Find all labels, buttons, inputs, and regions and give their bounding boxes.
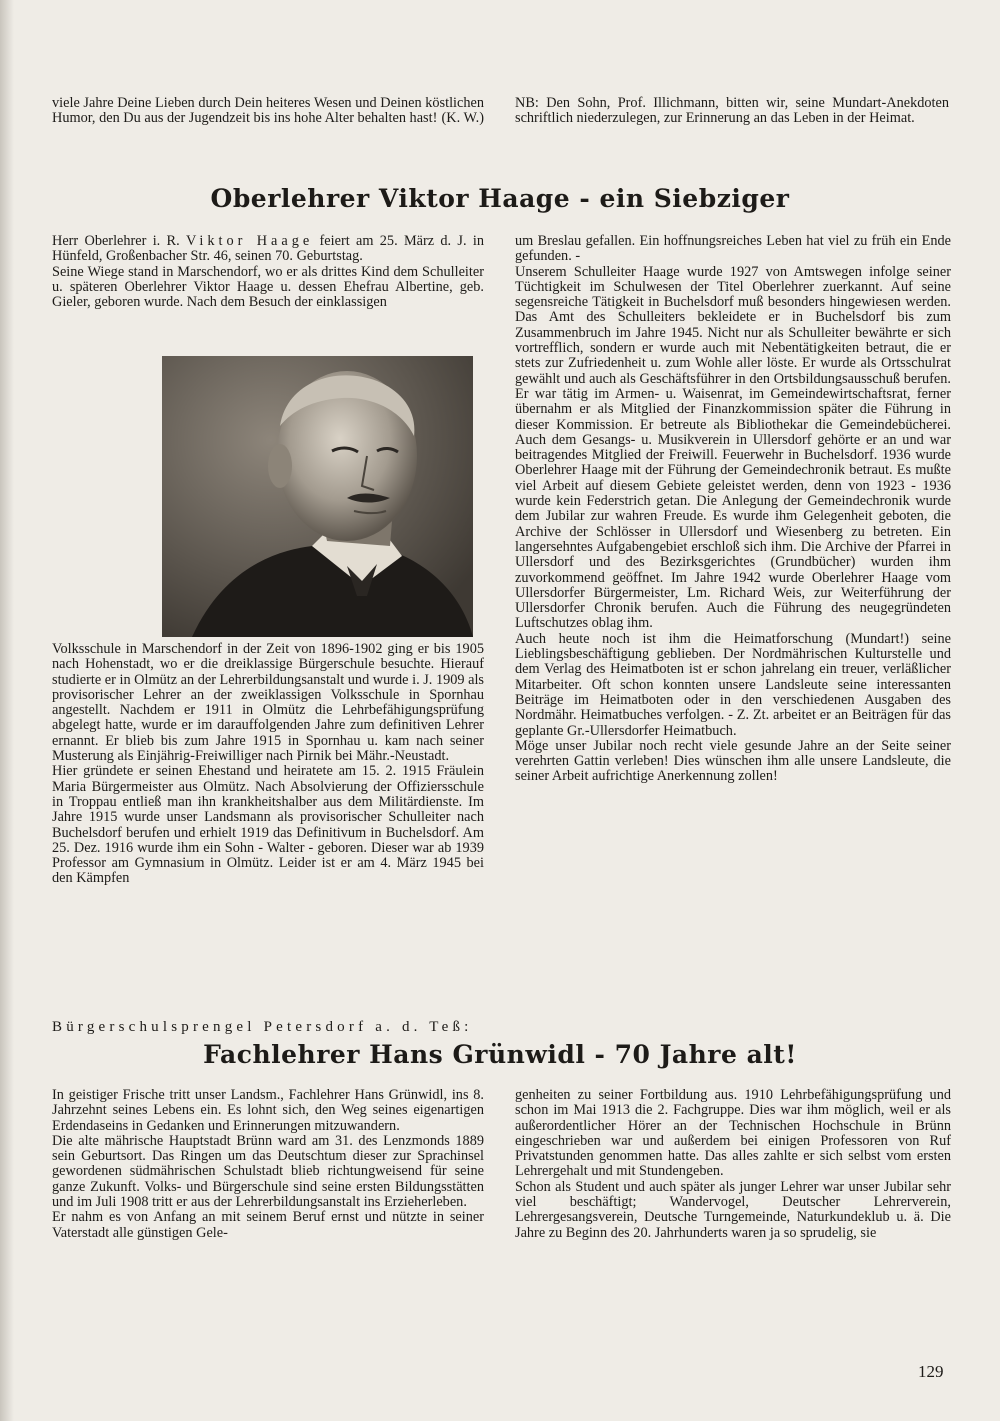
- article1-right-column: [515, 234, 951, 785]
- page-number: 129: [918, 1362, 944, 1381]
- top-left-text: viele Jahre Deine Lieben durch Dein heiteres Wesen und Deinen köstlichen Humor, den Du aus der Jugendzeit bis ins hohe Alter behalten hast!: [52, 95, 484, 127]
- top-right-paragraph: [515, 96, 949, 127]
- article1-right-p2: Unserem Schulleiter Haage wurde 1927 von Amtswegen infolge seiner Tüchtigkeit im Schulwesen der Titel Oberlehrer zuerkannt. Auf seine segensreiche Tätigkeit in Buchelsdorf muß besonders hingewiesen werden. Das Amt des Schulleiters bekleidete er in Buchelsdorf bis zum Zusammenbruch im Jahre 1945. Nicht nur als Schulleiter bewährte er sich vortrefflich, sondern er wurde auch mit Nebentätigkeiten betraut, die er stets zur Zufriedenheit u. zum Wohle aller löste. Er wurde als Ortsschulrat gewählt und auch als Geschäftsführer in den Ortsbildungsausschuß berufen. Er war tätig im Armen- u. Waisenrat, im Gemeindewirtschaftsrat, ferner übernahm er als Mitglied der Finanzkommission später die Führung in dieser Kommission. Er betreute als Bibliothekar die Gemeindebücherei. Auch dem Gesangs- u. Musikverein in Ullersdorf gehörte er an und war beitragendes Mitglied der Freiwill. Feuerwehr in Buchelsdorf. 1936 wurde Oberlehrer Haage mit der Führung der Gemeindechronik betraut. Es mußte viel Arbeit auf diesem Gebiete geleistet werden, denn von 1923 - 1936 wurde kein Federstrich getan. Die Anlegung der Gemeindechronik wurde dem Jubilar zur wahren Freude. Es wurde ihm Gelegenheit geboten, die Archive der Schlösser in Ullersdorf und Wiesenberg zu betreten. Ein langersehntes Aufgabengebiet erschloß sich ihm. Die Archive der Pfarrei in Ullersdorf und des Bezirksgerichtes (Grundbücher) wurden ihm zuvorkommend geöffnet. Im Jahre 1942 wurde Oberlehrer Haage vom Ullersdorfer Bürgermeister, Lm. Richard Weis, zur Weiterführung der Ullersdorfer Chronik berufen. Auch die Führung des neugegründeten Luftschutzes oblag ihm.: [515, 263, 951, 632]
- article1-left-p3: Volksschule in Marschendorf in der Zeit von 1896-1902 ging er bis 1905 nach Hohenstadt, wo er die dreiklassige Bürgerschule besuchte. Hierauf studierte er in Olmütz an der Lehrerbildungsanstalt und wurde i. J. 1909 als provisorischer Lehrer an der zweiklassigen Volksschule in Spornhau angestellt. Nachdem er 1911 in Olmütz die Lehrbefähigungsprüfung abgelegt hatte, wurde er im darauffolgenden Jahre zum definitiven Lehrer ernannt. Er blieb bis zum Jahre 1915 in Spornhau u. kam nach seiner Musterung als Einjährig-Freiwilliger nach Pirnik bei Mähr.-Neustadt.: [52, 641, 484, 765]
- article1-left-p2: Seine Wiege stand in Marschendorf, wo er als drittes Kind dem Schulleiter u. späteren Oberlehrer Viktor Haage u. dessen Ehefrau Albertine, geb. Gieler, geboren wurde. Nach dem Besuch der einklassigen: [52, 263, 484, 311]
- article1-left-column-lower: [52, 642, 484, 887]
- jubilar-name: Viktor Haage: [185, 233, 314, 249]
- top-left-signature: (K. W.): [441, 110, 484, 127]
- article2-left-column: [52, 1088, 484, 1241]
- page-edge-shadow: [0, 0, 14, 1421]
- article2-left-p1: In geistiger Frische tritt unser Landsm., Fachlehrer Hans Grünwidl, ins 8. Jahrzehnt seines Lebens ein. Es lohnt sich, den Weg seines eigenartigen Erdendaseins in Gedanken und Erinnerungen mitzuwandern.: [52, 1087, 484, 1134]
- article2-right-column: [515, 1088, 951, 1241]
- article1-left-p4: Hier gründete er seinen Ehestand und heiratete am 15. 2. 1915 Fräulein Maria Bürgermeister aus Olmütz. Nach Absolvierung der Offiziersschule in Troppau entließ man ihn krankheitshalber aus dem Militärdienste. Im Jahre 1915 wurde unser Landsmann als provisorischer Schulleiter nach Buchelsdorf berufen und erhielt 1919 das Definitivum in Buchelsdorf. Am 25. Dez. 1916 wurde ihm ein Sohn - Walter - geboren. Dieser war ab 1939 Professor am Gymnasium in Olmütz. Leider ist er am 4. März 1945 bei den Kämpfen: [52, 763, 484, 887]
- article1-right-p3: Auch heute noch ist ihm die Heimatforschung (Mundart!) seine Lieblingsbeschäftigung geblieben. Der Nordmährischen Kulturstelle und dem Verlag des Heimatboten ist er schon jahrelang ein treuer, verläßlicher Mitarbeiter. Oft schon konnten unsere Landsleute seine interessanten Beiträge im Heimatboten oder in den verschiedenen Ausgaben des Nordmähr. Heimatbuches verfolgen. - Z. Zt. arbeitet er an Beiträgen für das geplante Gr.-Ullersdorfer Heimatbuch.: [515, 630, 951, 739]
- top-left-paragraph: [52, 96, 484, 127]
- article1-title: Oberlehrer Viktor Haage - ein Siebziger: [210, 184, 790, 213]
- article1-right-p1: um Breslau gefallen. Ein hoffnungsreiches Leben hat viel zu früh ein Ende gefunden. -: [515, 233, 951, 265]
- article1-right-p4: Möge unser Jubilar noch recht viele gesunde Jahre an der Seite seiner verehrten Gattin verleben! Dies wünschen ihm alle unsere Landsleute, die seiner Arbeit aufrichtige Anerkennung zollen!: [515, 737, 951, 785]
- article1-left-column: [52, 234, 484, 310]
- article2-left-p2: Die alte mährische Hauptstadt Brünn ward am 31. des Lenzmonds 1889 sein Geburtsort. Das Ringen um das Deutschtum dieser zur Sprachinsel gewordenen südmährischen Schulstadt blieb richtungweisend für seine ganze Zukunft. Volks- und Bürgerschule sind seine ersten Bildungsstätten und im Juli 1908 tritt er aus der Lehrerbildungsanstalt ins Erzieherleben.: [52, 1132, 484, 1211]
- article2-right-p1: genheiten zu seiner Fortbildung aus. 1910 Lehrbefähigungsprüfung und schon im Mai 1913 die 2. Fachgruppe. Dies war ihm möglich, weil er als außerordentlicher Hörer an der Technischen Hochschule in Brünn eingeschrieben war und außerdem bei einigen Professoren von Ruf Privatstunden genommen hatte. Das alles zahlte er sich selbst vom ersten Lehrergehalt und mit Stundengeben.: [515, 1087, 951, 1180]
- article2-title: Fachlehrer Hans Grünwidl - 70 Jahre alt!: [203, 1040, 797, 1069]
- article2-right-p2: Schon als Student und auch später als junger Lehrer war unser Jubilar sehr viel beschäftigt; Wandervogel, Deutscher Lehrerverein, Lehrergesangsverein, Deutsche Turngemeinde, Naturkundeklub u. ä. Die Jahre zu Beginn des 20. Jahrhunderts waren ja so sprudelig, sie: [515, 1178, 951, 1241]
- article2-left-p3: Er nahm es von Anfang an mit seinem Beruf ernst und nützte in seiner Vaterstadt alle günstigen Gele-: [52, 1209, 484, 1241]
- portrait-photo: [162, 356, 473, 637]
- top-right-text: NB: Den Sohn, Prof. Illichmann, bitten wir, seine Mundart-Anekdoten schriftlich niederzulegen, zur Erinnerung an das Leben in der Heimat.: [515, 95, 949, 127]
- article2-kicker: Bürgerschulsprengel Petersdorf a. d. Teß:: [52, 1019, 473, 1035]
- portrait-illustration: [162, 356, 473, 637]
- article1-intro: Herr Oberlehrer i. R. Viktor Haage feiert am 25. März d. J. in Hünfeld, Großenbacher Str. 46, seinen 70. Geburtstag.: [52, 233, 484, 265]
